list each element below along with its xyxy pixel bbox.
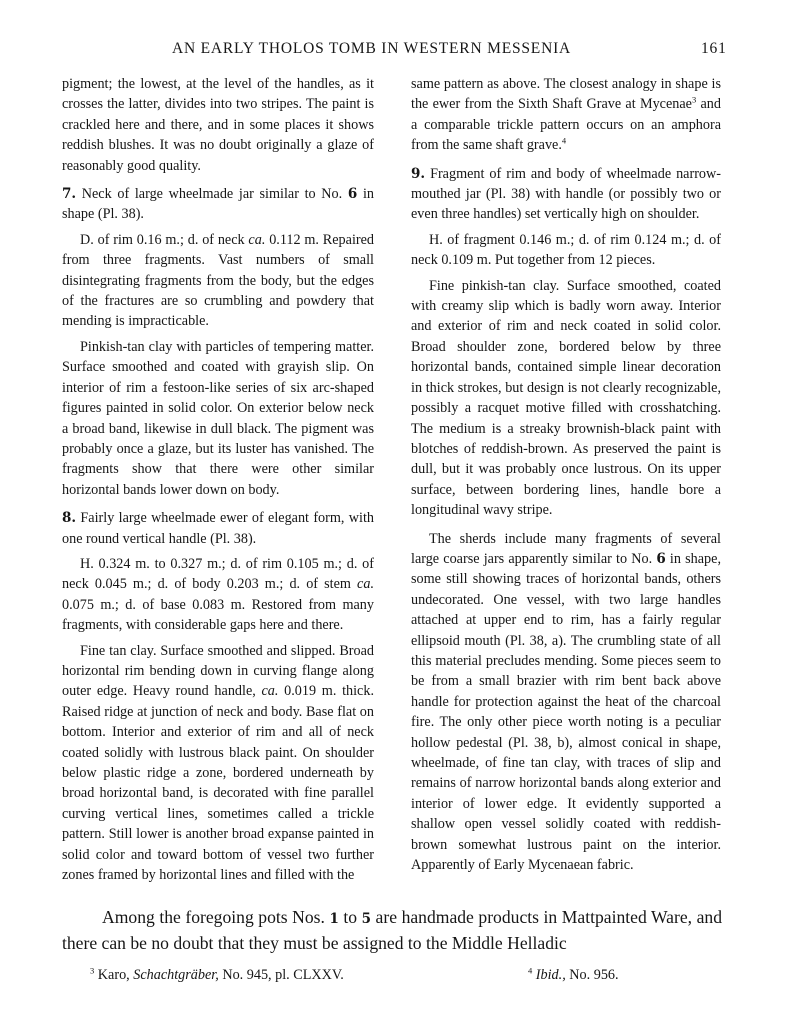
- running-title: AN EARLY THOLOS TOMB IN WESTERN MESSENIA: [172, 40, 572, 57]
- entry-8-description: Fine tan clay. Surface smoothed and slipped. Broad horizontal rim bending down in curving flange along outer edge. Heavy round handle, ca. 0.019 m. thick. Raised ridge at junction of neck and body. Base flat on bottom. Interior and exterior of rim and all of neck coated solidly with lustrous black paint. On shoulder below plastic ridge a zone, bordered underneath by broad horizontal band, is decorated with fine parallel curving vertical lines, sometimes called a trickle pattern. Still lower is another broad expanse painted in solid color and toward bottom of vessel two further zones framed by horizontal lines and filled with the: [62, 642, 374, 884]
- entry-9-description: Fine pinkish-tan clay. Surface smoothed, coated with creamy slip which is badly worn away. Interior and exterior of rim and neck coated in solid color. Broad shoulder zone, bordered below by three horizontal bands, contained simple linear decoration in thick strokes, but design is not clearly recognizable, possibly a racquet motive filled with crosshatching. The medium is a streaky brownish-black paint with blotches of reddish-brown. As preserved the paint is dull, but it was probably once lustrous. On its upper surface, between bordering lines, handle bore a longitudinal wavy stripe.: [411, 277, 721, 519]
- entry-7-dimensions: D. of rim 0.16 m.; d. of neck ca. 0.112 m. Repaired from three fragments. Vast numbers of small disintegrating fragments from the body, but the edges of the fractures are so crumbling and powdery that mending is impracticable.: [62, 231, 375, 330]
- right-column: [411, 74, 721, 875]
- running-header: [0, 40, 792, 60]
- footnote-ref-3[interactable]: 3: [691, 94, 697, 105]
- ref-number: 5: [361, 911, 372, 927]
- footnote-4: $^4$ Ibid., No. 956.: [528, 965, 619, 983]
- entry-9-dimensions: H. of fragment 0.146 m.; d. of rim 0.124 m.; d. of neck 0.109 m. Put together from 12 pieces.: [411, 231, 721, 269]
- ref-number: 6: [656, 550, 666, 567]
- catalogue-entry-7: 7. Neck of large wheelmade jar similar to No. 6 in shape (Pl. 38).: [62, 186, 374, 223]
- footnote-mark: 3: [90, 965, 95, 976]
- entry-number: 8.: [62, 510, 77, 527]
- entry-8-dimensions: H. 0.324 m. to 0.327 m.; d. of rim 0.105 m.; d. of neck 0.045 m.; d. of body 0.203 m.; d. of stem ca. 0.075 m.; d. of base 0.083 m. Restored from many fragments, with considerable gaps here and there.: [62, 555, 374, 634]
- left-column: [62, 74, 374, 885]
- footnote-ref-4[interactable]: 4: [561, 135, 567, 146]
- page-number: 161: [701, 40, 727, 57]
- sherds-paragraph: The sherds include many fragments of several large coarse jars apparently similar to No. 6 in shape, some still showing traces of horizontal bands, others undecorated. One vessel, with two large handles attached at upper end to rim, has a fairly regular ellipsoid mouth (Pl. 38, a). The crumbling state of all this material precludes mending. Some pieces seem to be from a small brazier with rim bent back above handle for protection against the heat of the charcoal fire. The only other piece worth noting is a peculiar hollow pedestal (Pl. 38, b), almost conical in shape, wheelmade, of fine tan clay, with traces of slip and remains of narrow horizontal bands along exterior and interior of lower edge. It evidently supported a shallow open vessel solidly coated with reddish-brown somewhat lustrous paint on the interior. Apparently of Early Mycenaean fabric.: [411, 530, 721, 874]
- ref-number: 6: [347, 186, 358, 203]
- entry-number: 7.: [62, 186, 77, 203]
- catalogue-entry-9: 9. Fragment of rim and body of wheelmade narrow-mouthed jar (Pl. 38) with handle (or possibly two or even three handles) set vertically high on shoulder.: [411, 165, 721, 223]
- ref-number: 1: [329, 911, 339, 927]
- footnote-mark: 4: [528, 965, 533, 976]
- entry-number: 9.: [411, 165, 426, 182]
- entry-7-description: Pinkish-tan clay with particles of tempering matter. Surface smoothed and coated with grayish slip. On interior of rim a festoon-like series of six arc-shaped figures painted in solid color. On exterior below neck a broad band, likewise in dull black. The pigment was probably once a glaze, but its luster has vanished. The fragments show that there were other similar horizontal bands lower down on body.: [62, 338, 374, 498]
- footnote-3: $^3$ Karo, Schachtgräber, No. 945, pl. CLXXV.: [90, 965, 344, 983]
- full-width-paragraph: Among the foregoing pots Nos. 1 to 5 are handmade products in Mattpainted Ware, and there can be no doubt that they must be assigned to the Middle Helladic: [62, 907, 722, 953]
- catalogue-entry-8: 8. Fairly large wheelmade ewer of elegant form, with one round vertical handle (Pl. 38).: [62, 510, 374, 547]
- continued-paragraph: pigment; the lowest, at the level of the handles, as it crosses the latter, divides into two stripes. The paint is crackled here and there, and in some places it shows reddish blushes. It was no doubt originally a glaze of reasonably good quality.: [62, 76, 374, 174]
- continued-paragraph: same pattern as above. The closest analogy in shape is the ewer from the Sixth Shaft Grave at Mycenae$^3$ and a comparable trickle pattern occurs on an amphora from the same shaft grave.$^4$: [411, 76, 721, 154]
